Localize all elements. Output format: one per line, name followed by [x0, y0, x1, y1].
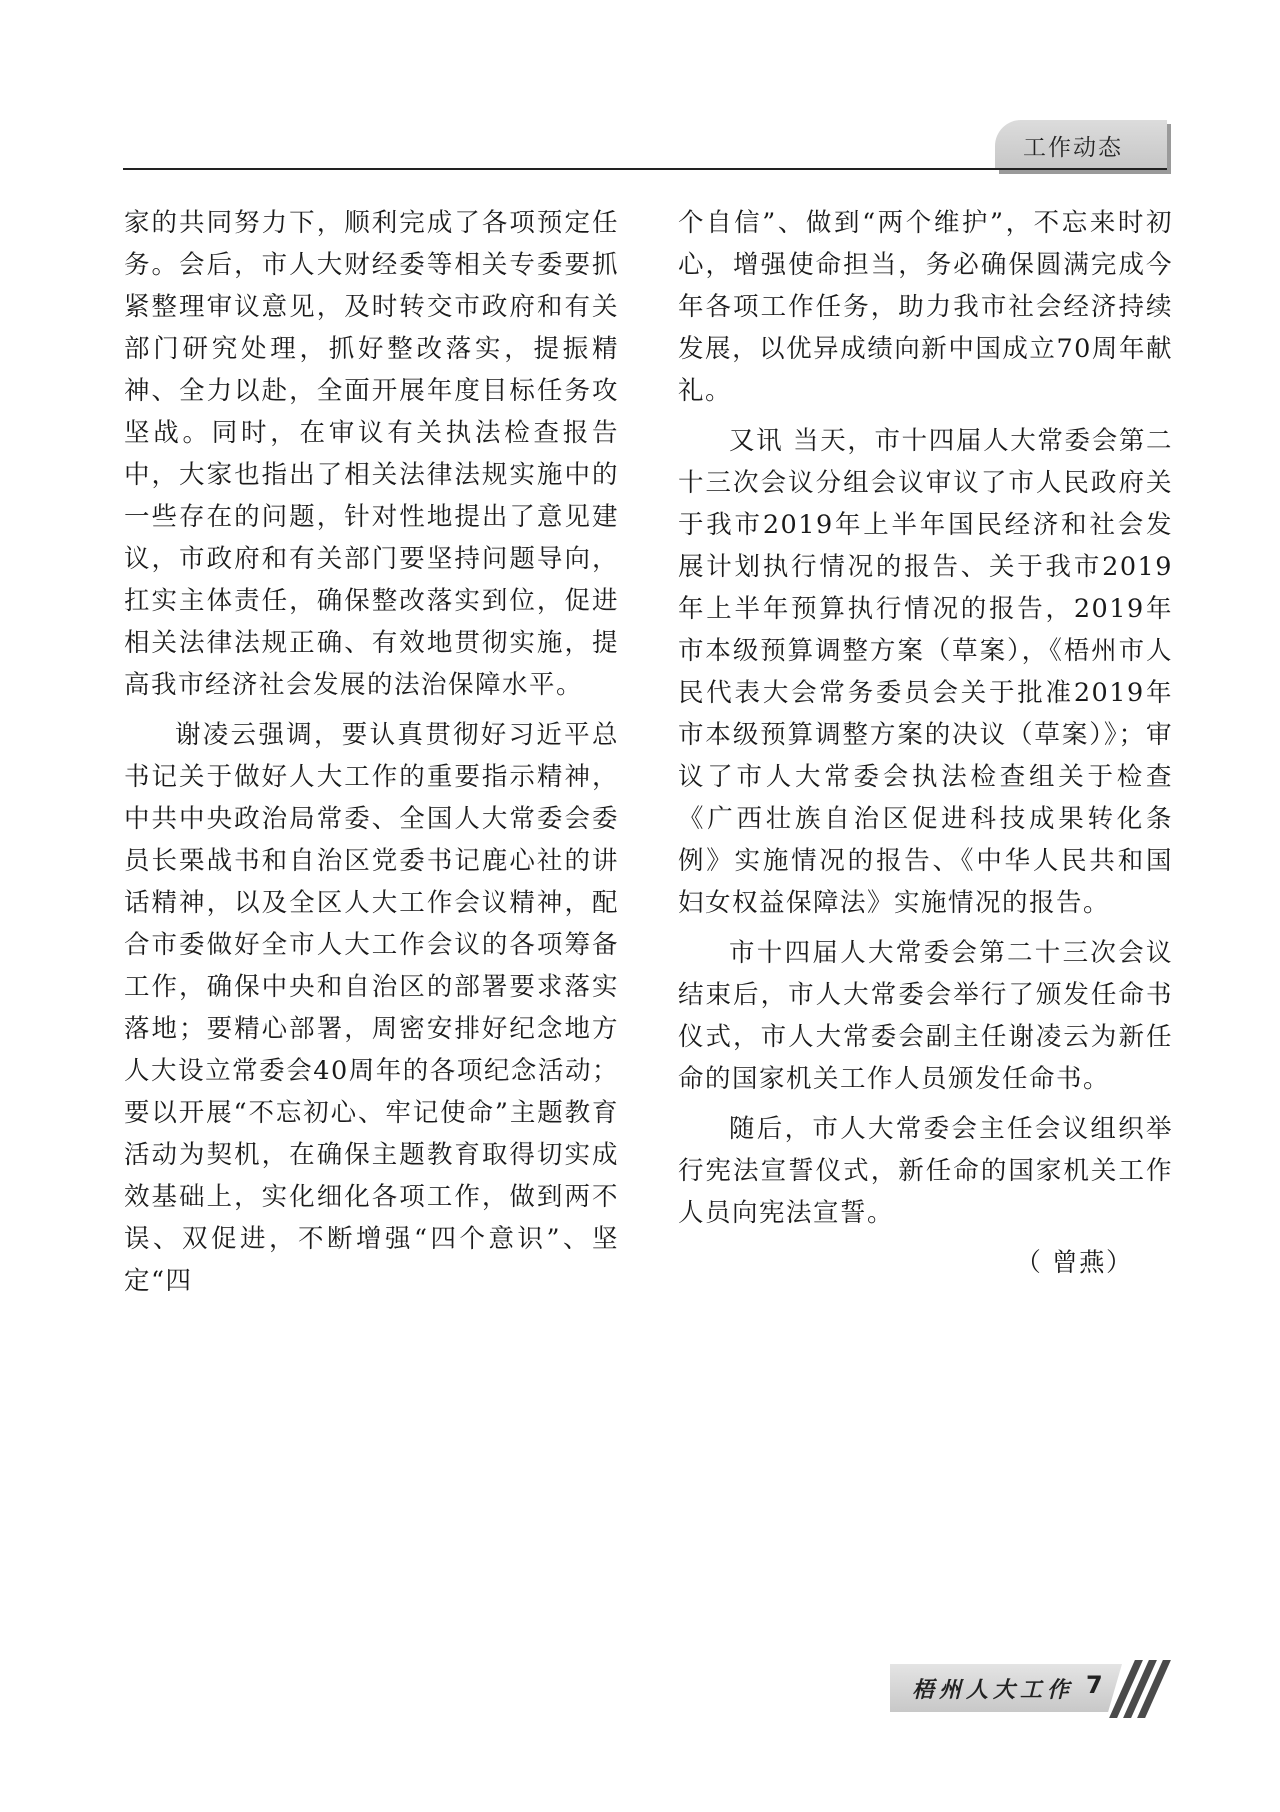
- left-column: [124, 202, 619, 1310]
- paragraph: 家的共同努力下，顺利完成了各项预定任务。会后，市人大财经委等相关专委要抓紧整理审议意见，及时转交市政府和有关部门研究处理，抓好整改落实，提振精神、全力以赴，全面开展年度目标任务攻坚战。同时，在审议有关执法检查报告中，大家也指出了相关法律法规实施中的一些存在的问题，针对性地提出了意见建议，市政府和有关部门要坚持问题导向，扛实主体责任，确保整改落实到位，促进相关法律法规正确、有效地贯彻实施，提高我市经济社会发展的法治保障水平。: [124, 208, 619, 700]
- publication-name: 梧州人大工作: [912, 1678, 1075, 1703]
- paragraph: 个自信”、做到“两个维护”，不忘来时初心，增强使命担当，务必确保圆满完成今年各项工作任务，助力我市社会经济持续发展，以优异成绩向新中国成立70周年献礼。: [678, 208, 1173, 406]
- paragraph: 谢凌云强调，要认真贯彻好习近平总书记关于做好人大工作的重要指示精神，中共中央政治局常委、全国人大常委会委员长栗战书和自治区党委书记鹿心社的讲话精神，以及全区人大工作会议精神，配合市委做好全市人大工作会议的各项筹备工作，确保中央和自治区的部署要求落实落地；要精心部署，周密安排好纪念地方人大设立常委会40周年的各项纪念活动；要以开展“不忘初心、牢记使命”主题教育活动为契机，在确保主题教育取得切实成效基础上，实化细化各项工作，做到两不误、双促进，不断增强“四个意识”、坚定“四: [124, 720, 619, 1296]
- header-rule: [123, 168, 1167, 170]
- paragraph: 市十四届人大常委会第二十三次会议结束后，市人大常委会举行了颁发任命书仪式，市人大常委会副主任谢凌云为新任命的国家机关工作人员颁发任命书。: [678, 938, 1173, 1094]
- page-number: 7: [1086, 1671, 1103, 1699]
- byline: （ 曾燕）: [1015, 1248, 1133, 1278]
- section-tab: [995, 120, 1167, 170]
- paragraph: 随后，市人大常委会主任会议组织举行宪法宣誓仪式，新任命的国家机关工作人员向宪法宣誓。: [678, 1114, 1173, 1228]
- section-title: 工作动态: [1023, 135, 1123, 161]
- right-column: [678, 202, 1173, 1292]
- paragraph: 又讯 当天，市十四届人大常委会第二十三次会议分组会议审议了市人民政府关于我市2019年上半年国民经济和社会发展计划执行情况的报告、关于我市2019年上半年预算执行情况的报告，2019年市本级预算调整方案（草案），《梧州市人民代表大会常务委员会关于批准2019年市本级预算调整方案的决议（草案）》；审议了市人大常委会执法检查组关于检查《广西壮族自治区促进科技成果转化条例》实施情况的报告、《中华人民共和国妇女权益保障法》实施情况的报告。: [678, 426, 1173, 918]
- page-footer: [890, 1660, 1168, 1718]
